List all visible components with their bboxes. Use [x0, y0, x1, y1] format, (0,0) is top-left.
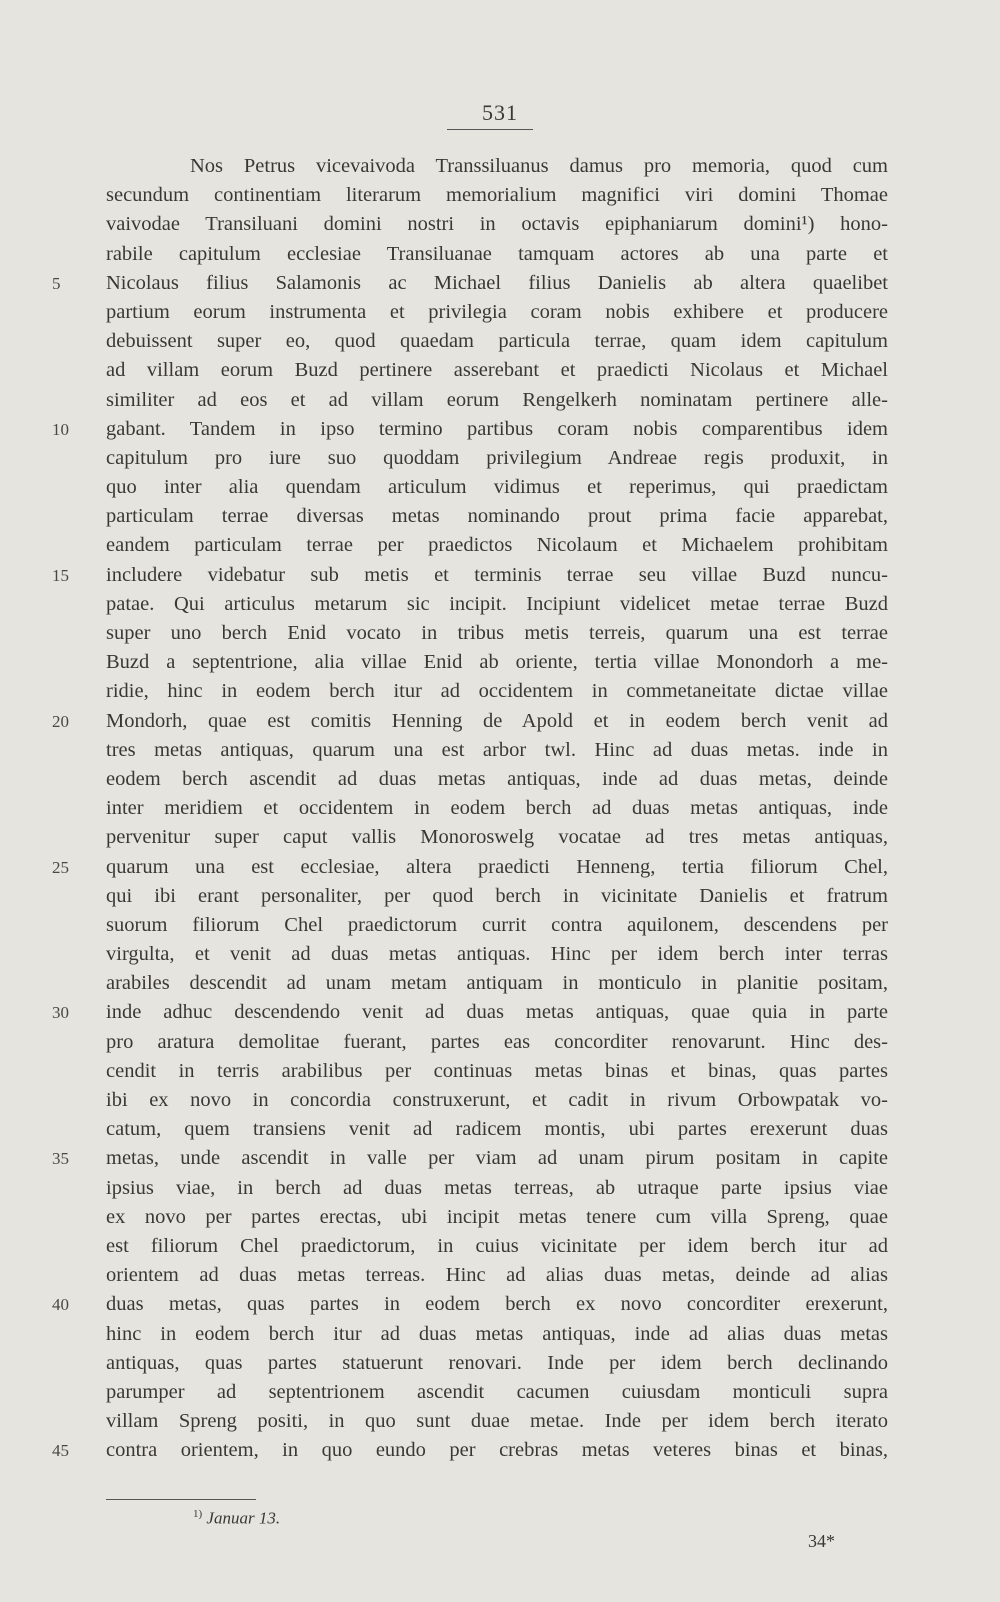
- text-line: arabiles descendit ad unam metam antiquam in monticulo in planitie positam,: [106, 972, 888, 995]
- line-number: [52, 1174, 102, 1203]
- text-line: debuissent super eo, quod quaedam particula terrae, quam idem capitulum: [106, 330, 888, 353]
- text-line: villam Spreng positi, in quo sunt duae metae. Inde per idem berch iterato: [106, 1410, 888, 1433]
- line-number: [52, 473, 102, 502]
- text-line: eandem particulam terrae per praedictos Nicolaum et Michaelem prohibitam: [106, 534, 888, 557]
- text-line: secundum continentiam literarum memorialium magnifici viri domini Thomae: [106, 184, 888, 207]
- line-number: [52, 648, 102, 677]
- text-line: catum, quem transiens venit ad radicem montis, ubi partes erexerunt duas: [106, 1118, 888, 1141]
- footnote-rule: [106, 1499, 256, 1500]
- text-line: vaivodae Transiluani domini nostri in octavis epiphaniarum domini¹) hono-: [106, 213, 888, 236]
- text-line: est filiorum Chel praedictorum, in cuius vicinitate per idem berch itur ad: [106, 1234, 888, 1257]
- line-number-column: [52, 152, 102, 1465]
- line-number: [52, 356, 102, 385]
- line-number: 20: [52, 711, 69, 731]
- text-line: pervenitur super caput vallis Monoroswelg vocatae ad tres metas antiquas,: [106, 826, 888, 849]
- text-line: includere videbatur sub metis et terminis terrae seu villae Buzd nuncu-: [106, 563, 888, 586]
- line-number: [52, 1407, 102, 1436]
- text-line: rabile capitulum ecclesiae Transiluanae tamquam actores ab una parte et: [106, 242, 888, 265]
- line-number: [52, 590, 102, 619]
- text-line: quarum una est ecclesiae, altera praedicti Henneng, tertia filiorum Chel,: [106, 855, 888, 878]
- text-line: ridie, hinc in eodem berch itur ad occidentem in commetaneitate dictae villae: [106, 680, 888, 703]
- line-number: [52, 1261, 102, 1290]
- body-text: [106, 152, 888, 1465]
- text-line: pro aratura demolitae fuerant, partes eas concorditer renovarunt. Hinc des-: [106, 1030, 888, 1053]
- line-number: [52, 940, 102, 969]
- line-number: 35: [52, 1149, 69, 1169]
- line-number: [52, 911, 102, 940]
- text-line: quo inter alia quendam articulum vidimus et reperimus, qui praedictam: [106, 476, 888, 499]
- footnote: [193, 1508, 280, 1529]
- text-line: duas metas, quas partes in eodem berch ex novo concorditer erexerunt,: [106, 1293, 888, 1316]
- line-number: [52, 1320, 102, 1349]
- page-number: 531: [482, 100, 518, 125]
- line-number: [52, 969, 102, 998]
- line-number: [52, 386, 102, 415]
- page-number-rule: [447, 129, 533, 130]
- line-number: 25: [52, 857, 69, 877]
- line-number: 5: [52, 273, 61, 293]
- footnote-marker: 1): [193, 1508, 203, 1520]
- line-number: [52, 1086, 102, 1115]
- text-line: Nos Petrus vicevaivoda Transsiluanus damus pro memoria, quod cum: [190, 155, 888, 177]
- signature-mark: 34*: [808, 1531, 835, 1551]
- text-line: tres metas antiquas, quarum una est arbor twl. Hinc ad duas metas. inde in: [106, 738, 888, 761]
- text-line: similiter ad eos et ad villam eorum Rengelkerh nominatam pertinere alle-: [106, 388, 888, 411]
- line-number: [52, 181, 102, 210]
- line-number: [52, 1115, 102, 1144]
- line-number: [52, 298, 102, 327]
- text-line: orientem ad duas metas terreas. Hinc ad alias duas metas, deinde ad alias: [106, 1264, 888, 1287]
- text-line: super uno berch Enid vocato in tribus metis terreis, quarum una est terrae: [106, 622, 888, 644]
- text-line: ad villam eorum Buzd pertinere asserebant et praedicti Nicolaus et Michael: [106, 359, 888, 382]
- text-line: cendit in terris arabilibus per continuas metas binas et binas, quas partes: [106, 1059, 888, 1082]
- line-number: 45: [52, 1441, 69, 1461]
- text-line: Mondorh, quae est comitis Henning de Apold et in eodem berch venit ad: [106, 709, 888, 732]
- line-number: 40: [52, 1295, 69, 1315]
- line-number: [52, 327, 102, 356]
- footnote-text: Januar 13.: [206, 1508, 281, 1528]
- line-number: [52, 1028, 102, 1057]
- text-line: eodem berch ascendit ad duas metas antiquas, inde ad duas metas, deinde: [106, 767, 888, 790]
- text-line: patae. Qui articulus metarum sic incipit. Incipiunt videlicet metae terrae Buzd: [106, 592, 888, 615]
- line-number: [52, 882, 102, 911]
- text-line: suorum filiorum Chel praedictorum currit contra aquilonem, descendens per: [106, 913, 888, 936]
- line-number: [52, 240, 102, 269]
- line-number: [52, 736, 102, 765]
- text-line: hinc in eodem berch itur ad duas metas antiquas, inde ad alias duas metas: [106, 1322, 888, 1345]
- line-number: [52, 677, 102, 706]
- text-line: inter meridiem et occidentem in eodem berch ad duas metas antiquas, inde: [106, 797, 888, 820]
- line-number: [52, 1349, 102, 1378]
- text-line: contra orientem, in quo eundo per crebras metas veteres binas et binas,: [106, 1439, 888, 1462]
- line-number: [52, 502, 102, 531]
- line-number: [52, 765, 102, 794]
- text-line: virgulta, et venit ad duas metas antiquas. Hinc per idem berch inter terras: [106, 943, 888, 966]
- line-number: [52, 1203, 102, 1232]
- line-number: [52, 619, 102, 648]
- line-number: [52, 152, 102, 181]
- line-number: [52, 531, 102, 560]
- line-number: [52, 1057, 102, 1086]
- text-line: Buzd a septentrione, alia villae Enid ab oriente, tertia villae Monondorh a me-: [106, 651, 888, 674]
- text-line: particulam terrae diversas metas nominando prout prima facie apparebat,: [106, 505, 888, 528]
- text-line: parumper ad septentrionem ascendit cacumen cuiusdam monticuli supra: [106, 1380, 888, 1403]
- line-number: [52, 823, 102, 852]
- text-line: qui ibi erant personaliter, per quod berch in vicinitate Danielis et fratrum: [106, 884, 888, 907]
- text-line: partium eorum instrumenta et privilegia coram nobis exhibere et producere: [106, 300, 888, 323]
- text-line: capitulum pro iure suo quoddam privilegium Andreae regis produxit, in: [106, 446, 888, 469]
- text-line: ex novo per partes erectas, ubi incipit metas tenere cum villa Spreng, quae: [106, 1205, 888, 1228]
- line-number: [52, 1232, 102, 1261]
- text-line: ipsius viae, in berch ad duas metas terreas, ab utraque parte ipsius viae: [106, 1176, 888, 1199]
- line-number: 10: [52, 419, 69, 439]
- line-number: [52, 444, 102, 473]
- line-number: [52, 794, 102, 823]
- text-line: metas, unde ascendit in valle per viam ad unam pirum positam in capite: [106, 1147, 888, 1170]
- line-number: [52, 1378, 102, 1407]
- text-line: antiquas, quas partes statuerunt renovari. Inde per idem berch declinando: [106, 1351, 888, 1374]
- text-line: Nicolaus filius Salamonis ac Michael filius Danielis ab altera quaelibet: [106, 271, 888, 294]
- line-number: 30: [52, 1003, 69, 1023]
- line-number: [52, 210, 102, 239]
- text-line: ibi ex novo in concordia construxerunt, et cadit in rivum Orbowpatak vo-: [106, 1089, 888, 1111]
- text-line: inde adhuc descendendo venit ad duas metas antiquas, quae quia in parte: [106, 1001, 888, 1024]
- line-number: 15: [52, 565, 69, 585]
- text-line: gabant. Tandem in ipso termino partibus coram nobis comparentibus idem: [106, 417, 888, 440]
